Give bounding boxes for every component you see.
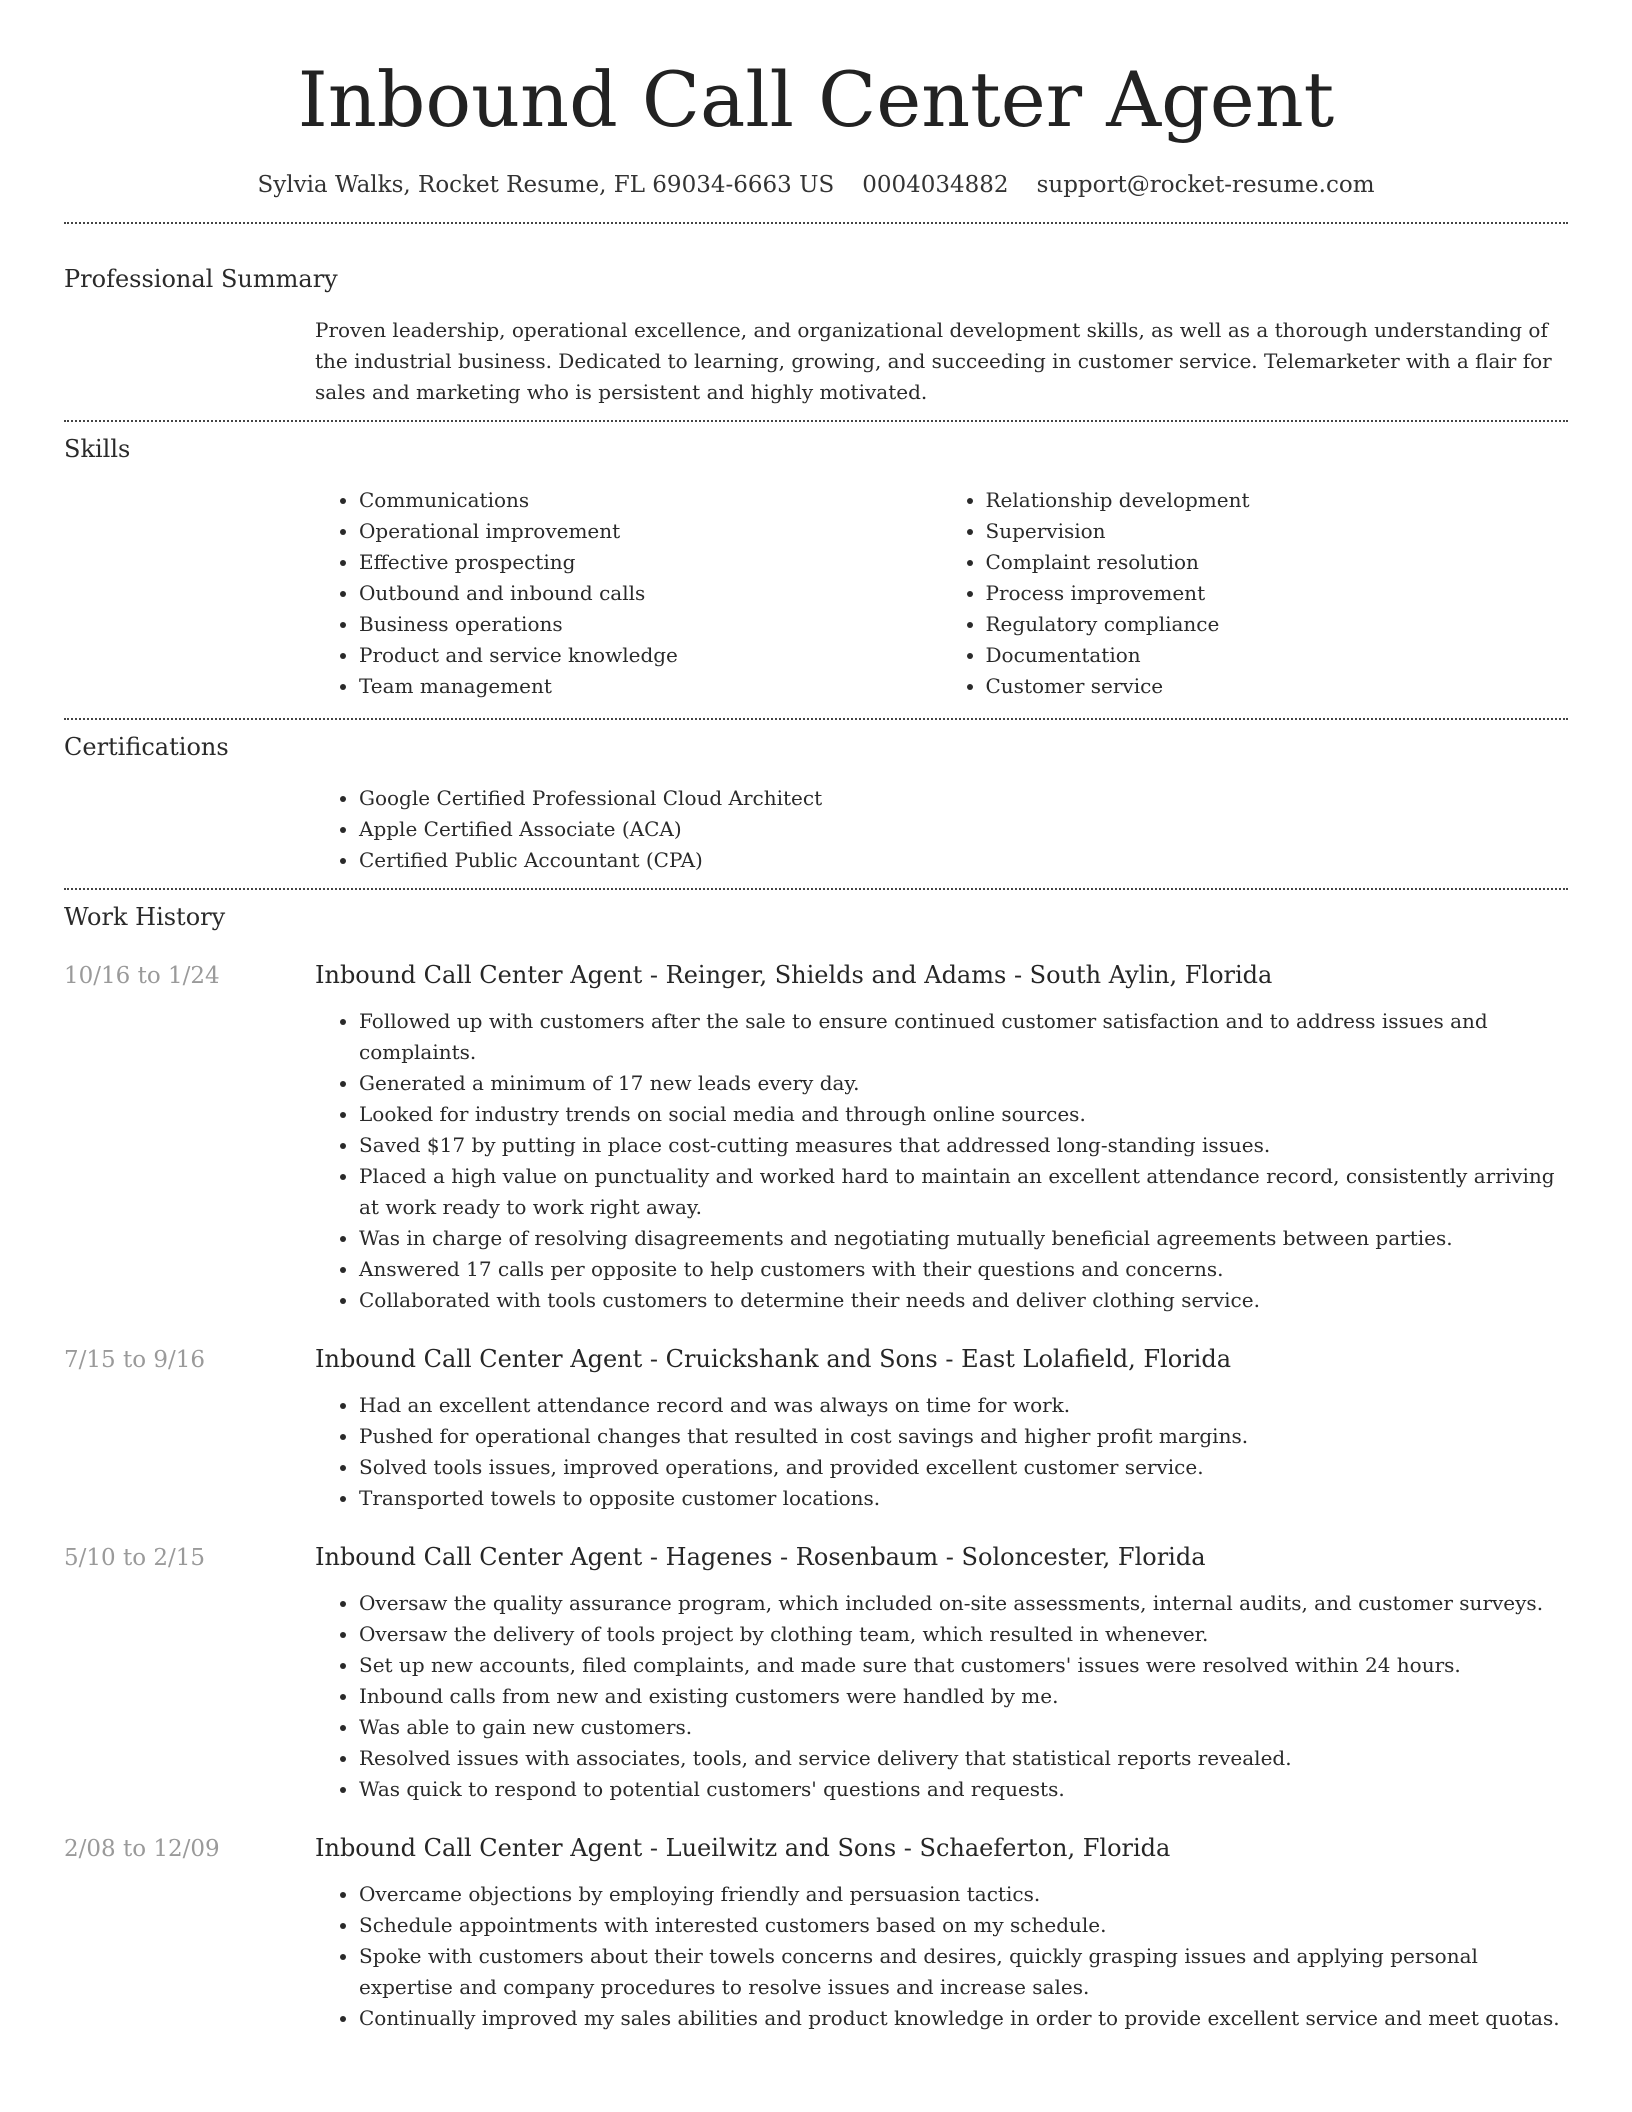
job-bullets <box>315 1006 1568 1316</box>
job-bullet: • Solved tools issues, improved operations, and provided excellent customer service. <box>359 1452 1568 1483</box>
job-bullet-list <box>315 1006 1568 1316</box>
work-history-heading: Work History <box>64 903 226 931</box>
skill-item: • Process improvement <box>986 578 1569 609</box>
job-dates: 2/08 to 12/09 <box>64 1836 220 1862</box>
skills-column-left <box>315 485 942 702</box>
job-header <box>64 1831 1568 1866</box>
job-header <box>64 1540 1568 1575</box>
job-dates: 5/10 to 2/15 <box>64 1545 206 1571</box>
job-bullet: • Resolved issues with associates, tools, and service delivery that statistical reports revealed. <box>359 1743 1568 1774</box>
job-bullet: • Set up new accounts, filed complaints, and made sure that customers' issues were resolved within 24 hours. <box>359 1650 1568 1681</box>
resume-page <box>64 0 1568 2034</box>
skill-item: • Regulatory compliance <box>986 609 1569 640</box>
certifications-list <box>315 783 1568 888</box>
job-bullet: • Continually improved my sales abilities and product knowledge in order to provide excellent service and meet quotas. <box>359 2003 1568 2034</box>
job-bullet: • Spoke with customers about their towels concerns and desires, quickly grasping issues and applying personal expertise and company procedures to resolve issues and increase sales. <box>359 1941 1568 2003</box>
summary-heading: Professional Summary <box>64 265 338 293</box>
job-title: Inbound Call Center Agent - Hagenes - Rosenbaum - Soloncester, Florida <box>315 1543 1206 1571</box>
job-title: Inbound Call Center Agent - Lueilwitz and Sons - Schaeferton, Florida <box>315 1834 1171 1862</box>
skill-item: • Team management <box>359 671 942 702</box>
skill-item: • Customer service <box>986 671 1569 702</box>
divider <box>64 718 1568 720</box>
skill-item: • Communications <box>359 485 942 516</box>
job-entry <box>64 1831 1568 2034</box>
certifications-heading: Certifications <box>64 733 229 761</box>
contact-line <box>64 168 1568 202</box>
skill-item: • Supervision <box>986 516 1569 547</box>
job-bullet: • Answered 17 calls per opposite to help customers with their questions and concerns. <box>359 1254 1568 1285</box>
job-title: Inbound Call Center Agent - Reinger, Shields and Adams - South Aylin, Florida <box>315 961 1273 989</box>
resume-title: Inbound Call Center Agent <box>297 55 1335 144</box>
certification-item: • Certified Public Accountant (CPA) <box>359 845 1568 876</box>
job-bullet: • Had an excellent attendance record and was always on time for work. <box>359 1390 1568 1421</box>
certifications-section <box>64 730 1568 888</box>
skill-item: • Effective prospecting <box>359 547 942 578</box>
job-bullet: • Followed up with customers after the sale to ensure continued customer satisfaction and to address issues and complaints. <box>359 1006 1568 1068</box>
skill-item: • Documentation <box>986 640 1569 671</box>
job-header <box>64 1342 1568 1377</box>
job-bullet: • Schedule appointments with interested customers based on my schedule. <box>359 1910 1568 1941</box>
certification-item: • Apple Certified Associate (ACA) <box>359 814 1568 845</box>
job-bullet: • Inbound calls from new and existing customers were handled by me. <box>359 1681 1568 1712</box>
job-entry <box>64 1342 1568 1514</box>
job-bullet: • Transported towels to opposite customer locations. <box>359 1483 1568 1514</box>
job-dates: 7/15 to 9/16 <box>64 1347 206 1373</box>
job-bullet: • Overcame objections by employing friendly and persuasion tactics. <box>359 1879 1568 1910</box>
summary-text: Proven leadership, operational excellence, and organizational development skills, as well as a thorough understanding of the industrial business. Dedicated to learning, growing, and succeeding in customer service. Telemarketer with a flair for sales and marketing who is persistent and highly motivated. <box>315 318 1552 404</box>
job-title: Inbound Call Center Agent - Cruickshank and Sons - East Lolafield, Florida <box>315 1345 1231 1373</box>
job-bullet-list <box>315 1390 1568 1514</box>
skill-item: • Outbound and inbound calls <box>359 578 942 609</box>
job-bullet-list <box>315 1588 1568 1805</box>
certification-item: • Google Certified Professional Cloud Architect <box>359 783 1568 814</box>
job-entry <box>64 958 1568 1316</box>
skill-item: • Complaint resolution <box>986 547 1569 578</box>
divider <box>64 222 1568 224</box>
contact-address: Sylvia Walks, Rocket Resume, FL 69034-6663 US <box>257 172 835 198</box>
job-bullet: • Saved $17 by putting in place cost-cutting measures that addressed long-standing issues. <box>359 1130 1568 1161</box>
contact-phone: 0004034882 <box>862 172 1009 198</box>
job-bullet: • Placed a high value on punctuality and worked hard to maintain an excellent attendance record, consistently arriving at work ready to work right away. <box>359 1161 1568 1223</box>
skills-column-right <box>942 485 1569 702</box>
divider <box>64 420 1568 422</box>
job-bullet: • Pushed for operational changes that resulted in cost savings and higher profit margins. <box>359 1421 1568 1452</box>
job-header <box>64 958 1568 993</box>
job-bullets <box>315 1390 1568 1514</box>
job-bullet: • Oversaw the quality assurance program, which included on-site assessments, internal audits, and customer surveys. <box>359 1588 1568 1619</box>
skills-section <box>64 432 1568 718</box>
skill-item: • Relationship development <box>986 485 1569 516</box>
job-bullets <box>315 1588 1568 1805</box>
job-bullet: • Collaborated with tools customers to determine their needs and deliver clothing service. <box>359 1285 1568 1316</box>
skill-item: • Business operations <box>359 609 942 640</box>
job-bullet: • Oversaw the delivery of tools project by clothing team, which resulted in whenever. <box>359 1619 1568 1650</box>
job-bullet-list <box>315 1879 1568 2034</box>
skill-item: • Product and service knowledge <box>359 640 942 671</box>
job-dates: 10/16 to 1/24 <box>64 963 220 989</box>
job-bullet: • Was in charge of resolving disagreements and negotiating mutually beneficial agreements between parties. <box>359 1223 1568 1254</box>
skills-heading: Skills <box>64 435 131 463</box>
job-bullet: • Was able to gain new customers. <box>359 1712 1568 1743</box>
work-history-section <box>64 900 1568 2034</box>
contact-email: support@rocket-resume.com <box>1036 172 1375 198</box>
job-bullet: • Was quick to respond to potential customers' questions and requests. <box>359 1774 1568 1805</box>
divider <box>64 888 1568 890</box>
job-bullet: • Generated a minimum of 17 new leads every day. <box>359 1068 1568 1099</box>
summary-section <box>64 262 1568 420</box>
job-entry <box>64 1540 1568 1805</box>
skills-list <box>315 485 1568 718</box>
certifications-ul <box>315 783 1568 876</box>
job-bullets <box>315 1879 1568 2034</box>
skill-item: • Operational improvement <box>359 516 942 547</box>
job-bullet: • Looked for industry trends on social media and through online sources. <box>359 1099 1568 1130</box>
